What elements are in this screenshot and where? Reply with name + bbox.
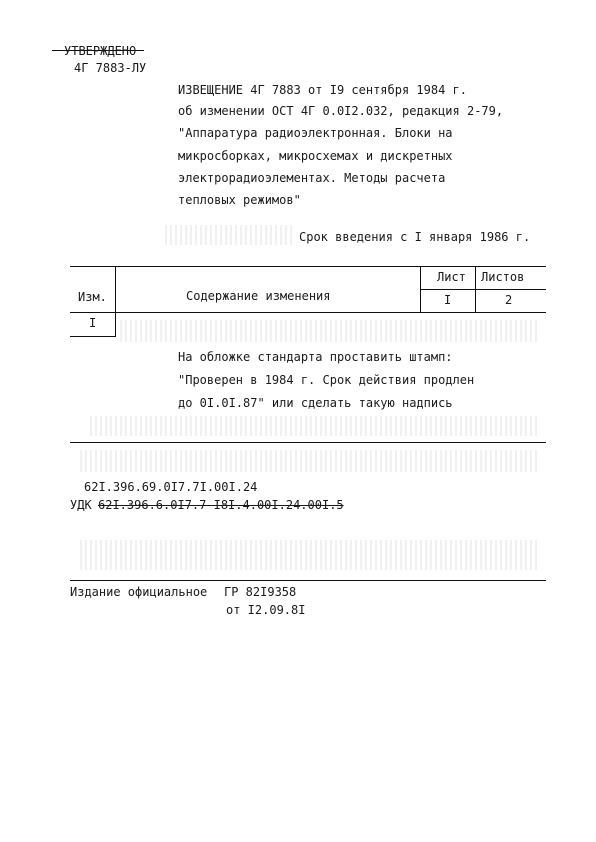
scan-noise: [165, 225, 295, 245]
table-header-bottom: [70, 312, 546, 313]
registration-date: от I2.09.8I: [226, 603, 306, 617]
udc-old-code: 62I.396.6.0I7.7-I8I.4.00I.24.00I.5: [98, 498, 344, 512]
effective-date: Срок введения с I января 1986 г.: [299, 230, 531, 244]
sheet-value: I: [444, 293, 452, 307]
udc-prefix: УДК: [70, 498, 92, 512]
change-number: I: [89, 316, 97, 330]
col-header-sheets: Листов: [481, 270, 525, 284]
col-divider-1: [115, 266, 116, 336]
approved-label: УТВЕРЖДЕНО: [64, 44, 137, 58]
notice-line-6: тепловых режимов": [178, 193, 301, 207]
col-header-change-no: Изм.: [78, 290, 107, 304]
udc-top-border: [70, 442, 546, 443]
approved-code: 4Г 7883-ЛУ: [74, 61, 147, 75]
udc-bottom-border: [70, 580, 546, 581]
change-line-3: до 0I.0I.87" или сделать такую надпись: [178, 396, 453, 410]
notice-line-1: ИЗВЕЩЕНИЕ 4Г 7883 от I9 сентября 1984 г.: [178, 83, 467, 97]
udc-new-code: 62I.396.69.0I7.7I.00I.24: [84, 480, 258, 494]
notice-line-4: микросборках, микросхемах и дискретных: [178, 149, 453, 163]
change-line-2: "Проверен в 1984 г. Срок действия продлен: [178, 373, 475, 387]
scan-noise: [80, 450, 540, 472]
change-no-bottom: [70, 336, 116, 337]
sheet-divider: [420, 289, 546, 290]
col-header-sheet: Лист: [437, 270, 466, 284]
registration-number: ГР 82I9358: [224, 585, 297, 599]
notice-line-3: "Аппаратура радиоэлектронная. Блоки на: [178, 126, 453, 140]
notice-line-2: об изменении ОСТ 4Г 0.0I2.032, редакция 2-79,: [178, 104, 504, 118]
edition-label: Издание официальное: [70, 585, 208, 599]
scan-noise: [90, 416, 540, 436]
notice-line-5: электрорадиоэлементах. Методы расчета: [178, 171, 446, 185]
change-line-1: На обложке стандарта проставить штамп:: [178, 350, 453, 364]
scan-noise: [80, 540, 540, 570]
col-divider-3: [475, 266, 476, 312]
sheets-value: 2: [505, 293, 513, 307]
col-header-content: Содержание изменения: [186, 289, 331, 303]
col-divider-2: [420, 266, 421, 312]
scan-noise: [120, 320, 540, 342]
